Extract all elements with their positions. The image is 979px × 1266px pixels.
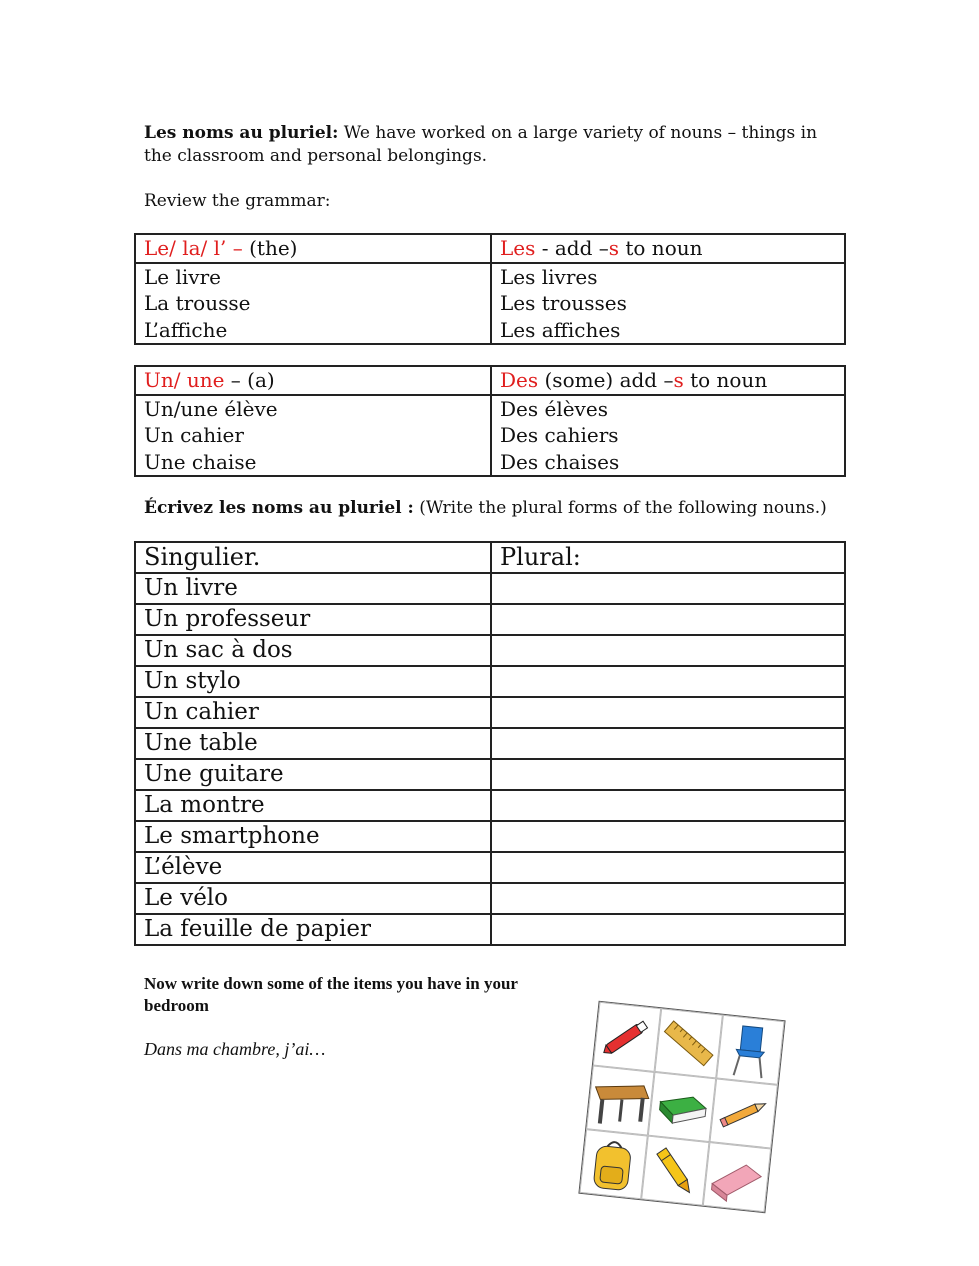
header-cell [135,366,491,395]
plural-answer-cell[interactable] [491,604,845,635]
backpack-icon [579,1129,647,1199]
crayon-icon [641,1136,709,1206]
plural-answer-cell[interactable] [491,821,845,852]
table-row [135,395,845,477]
plural-answer-cell[interactable] [491,852,845,883]
instruction-title: Écrivez les noms au pluriel : [144,498,414,518]
ruler-icon [655,1008,723,1078]
header-text: (the) [242,236,298,260]
header-text: to noun [683,368,768,392]
header-text: - add – [535,236,609,260]
list-item: Une chaise [144,449,257,474]
plural-answer-cell[interactable] [491,914,845,945]
header-red-text: Le/ la/ l’ – [144,236,243,260]
singular-cell: La montre [135,790,491,821]
list-item: La trousse [144,291,251,315]
indefinite-article-table [134,365,846,477]
plural-answer-cell[interactable] [491,883,845,914]
plural-answer-cell[interactable] [491,728,845,759]
bedroom-prompt: Now write down some of the items you have in your bedroom [144,974,518,1015]
list-item: Des élèves [500,396,608,421]
table-row [135,883,845,914]
instruction [144,497,844,520]
header-text: to noun [619,236,703,260]
singular-cell: Le smartphone [135,821,491,852]
header-text: (some) add – [538,368,674,392]
singular-header: Singulier. [135,542,491,573]
singular-cell: La feuille de papier [135,914,491,945]
singular-cell: Un stylo [135,666,491,697]
list-item: L’affiche [144,317,228,342]
table-header-row [135,366,845,395]
review-heading: Review the grammar: [144,191,331,211]
table-row [135,263,845,345]
definite-article-table [134,233,846,345]
singular-cell: Une table [135,728,491,759]
table-header-row [135,542,845,573]
singular-cell: Un professeur [135,604,491,635]
list-item: Des cahiers [500,423,619,447]
table-row [135,914,845,945]
list-item: Des chaises [500,449,620,474]
header-red-text: Des [500,368,539,392]
table-row [135,666,845,697]
marker-icon [593,1002,661,1072]
table-cell [135,395,491,477]
eraser-icon [703,1142,771,1212]
school-items-collage [578,1001,785,1214]
header-red-text: Un/ une [144,368,225,392]
header-red-text: Les [500,236,536,260]
list-item: Le livre [144,264,221,289]
plural-worksheet-table [134,541,846,946]
plural-header: Plural: [491,542,845,573]
list-item: Les trousses [500,291,627,315]
plural-answer-cell[interactable] [491,666,845,697]
book-icon [648,1072,716,1142]
table-row [135,852,845,883]
table-cell [491,395,845,477]
singular-cell: Un sac à dos [135,635,491,666]
plural-answer-cell[interactable] [491,759,845,790]
table-row [135,635,845,666]
singular-cell: Un livre [135,573,491,604]
bedroom-starter: Dans ma chambre, j’ai… [144,1039,326,1059]
chair-icon [716,1015,784,1085]
plural-answer-cell[interactable] [491,790,845,821]
list-item: Un cahier [144,423,244,447]
plural-answer-cell[interactable] [491,697,845,728]
header-cell [135,234,491,263]
singular-cell: L’élève [135,852,491,883]
table-row [135,697,845,728]
singular-cell: Le vélo [135,883,491,914]
intro-text: We have worked on a large variety of nouns – things in the classroom and personal belongings. [144,123,818,166]
list-item: Un/une élève [144,396,278,421]
header-red-text: s [673,368,684,392]
list-item: Les livres [500,264,598,289]
table-row [135,604,845,635]
plural-answer-cell[interactable] [491,573,845,604]
pencil-icon [709,1078,777,1148]
list-item: Les affiches [500,317,621,342]
singular-cell: Un cahier [135,697,491,728]
desk-icon [586,1065,654,1135]
intro-paragraph [144,122,834,168]
table-cell [491,263,845,345]
table-row [135,790,845,821]
plural-answer-cell[interactable] [491,635,845,666]
table-row [135,728,845,759]
singular-cell: Une guitare [135,759,491,790]
header-text: – (a) [224,368,275,392]
instruction-text: (Write the plural forms of the following nouns.) [413,498,827,518]
header-red-text: s [608,236,620,260]
table-row [135,573,845,604]
header-cell [491,234,845,263]
header-cell [491,366,845,395]
intro-title: Les noms au pluriel: [144,123,339,143]
table-row [135,821,845,852]
table-header-row [135,234,845,263]
table-cell [135,263,491,345]
table-row [135,759,845,790]
